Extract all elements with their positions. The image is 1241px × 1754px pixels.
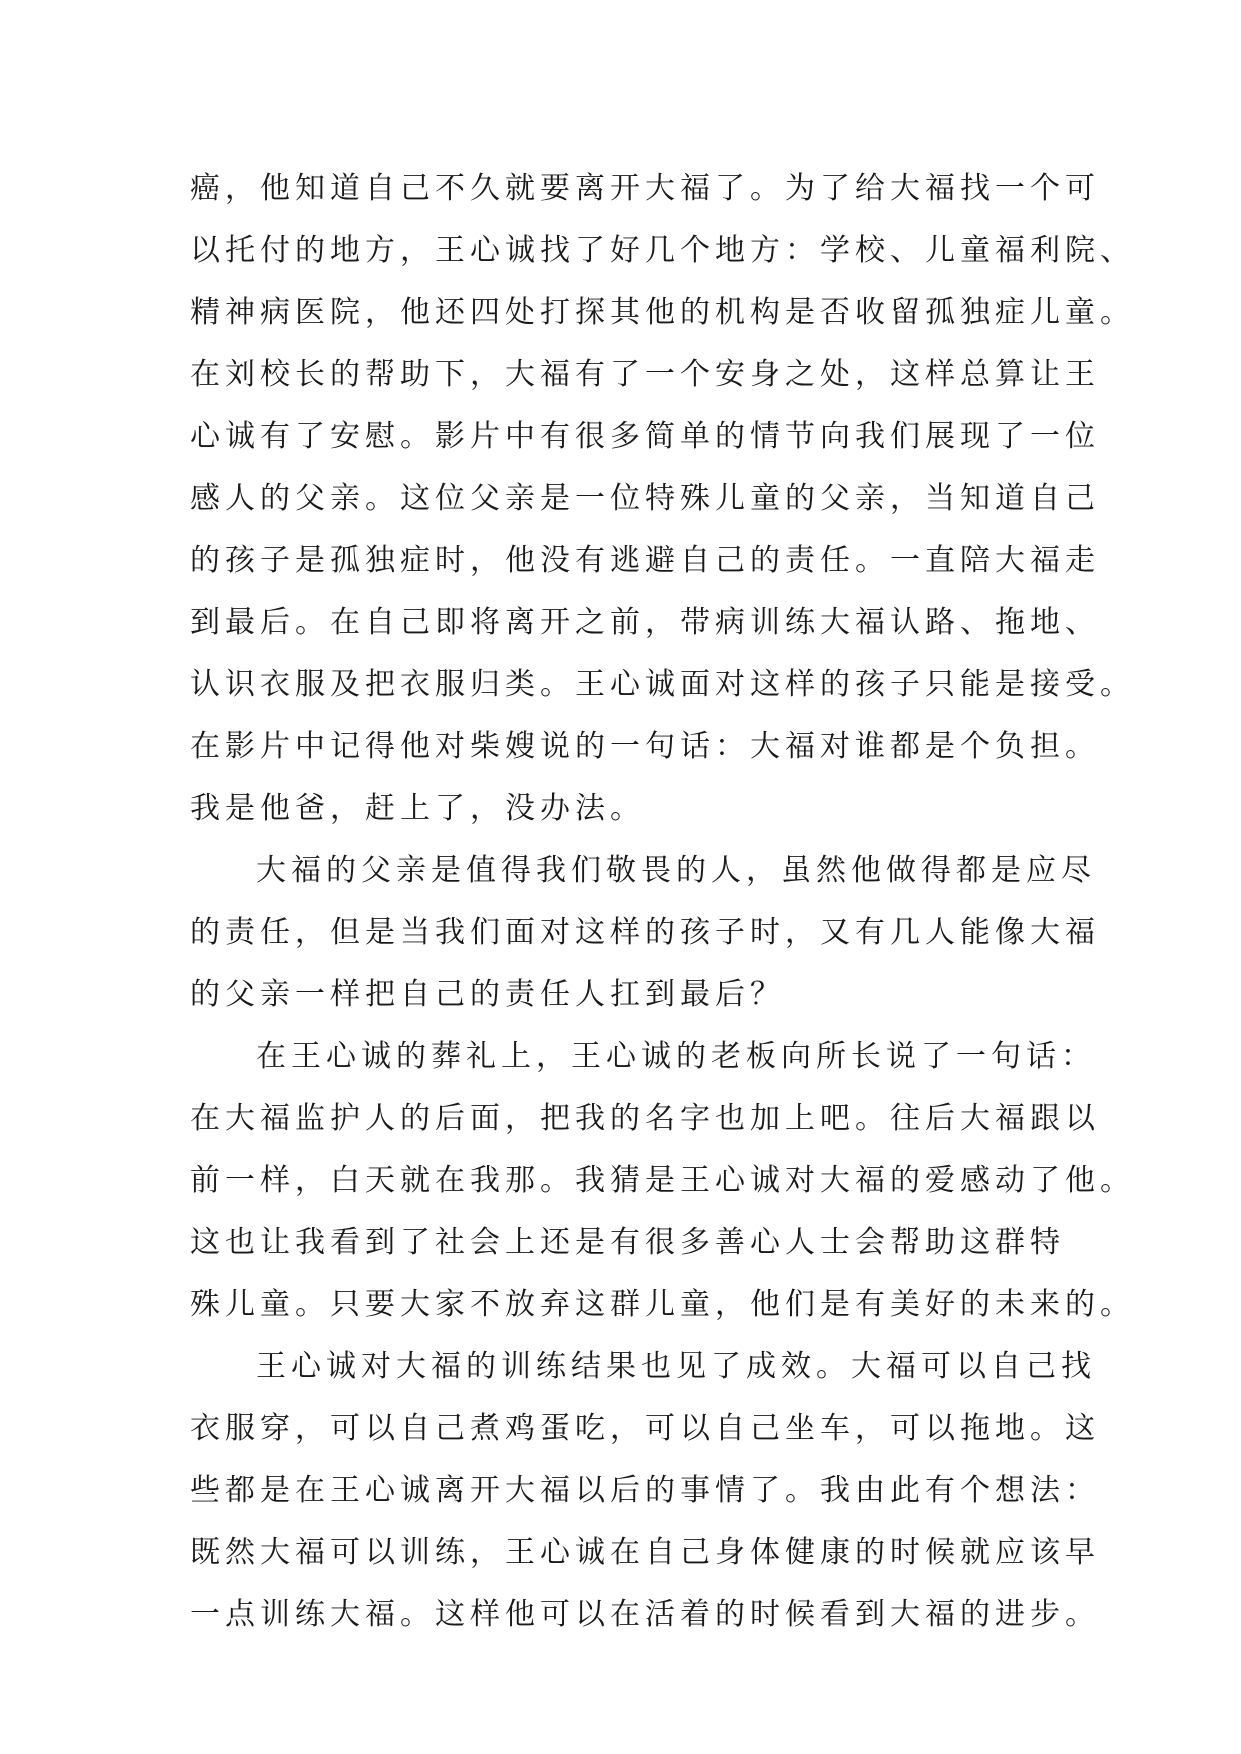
text-line: 的责任，但是当我们面对这样的孩子时，又有几人能像大福 [190, 915, 1100, 950]
text-line: 在王心诚的葬礼上，王心诚的老板向所长说了一句话： [256, 1039, 1096, 1074]
text-line: 在影片中记得他对柴嫂说的一句话：大福对谁都是个负担。 [190, 729, 1100, 764]
text-line: 心诚有了安慰。影片中有很多简单的情节向我们展现了一位 [190, 419, 1100, 454]
text-line: 认识衣服及把衣服归类。王心诚面对这样的孩子只能是接受。 [190, 667, 1135, 702]
text-line: 感人的父亲。这位父亲是一位特殊儿童的父亲，当知道自己 [190, 481, 1100, 516]
text-line: 大福的父亲是值得我们敬畏的人，虽然他做得都是应尽 [256, 853, 1096, 888]
text-line: 殊儿童。只要大家不放弃这群儿童，他们是有美好的未来的。 [190, 1287, 1135, 1322]
text-line: 王心诚对大福的训练结果也见了成效。大福可以自己找 [256, 1349, 1096, 1384]
text-line: 到最后。在自己即将离开之前，带病训练大福认路、拖地、 [190, 605, 1100, 640]
text-line: 这也让我看到了社会上还是有很多善心人士会帮助这群特 [190, 1225, 1065, 1260]
text-line: 精神病医院，他还四处打探其他的机构是否收留孤独症儿童。 [190, 295, 1135, 330]
text-line: 以托付的地方，王心诚找了好几个地方：学校、儿童福利院、 [190, 233, 1135, 268]
text-line: 一点训练大福。这样他可以在活着的时候看到大福的进步。 [190, 1597, 1100, 1632]
text-line: 在大福监护人的后面，把我的名字也加上吧。往后大福跟以 [190, 1101, 1100, 1136]
text-line: 癌，他知道自己不久就要离开大福了。为了给大福找一个可 [190, 171, 1100, 206]
text-line: 的父亲一样把自己的责任人扛到最后？ [190, 977, 785, 1012]
text-line: 在刘校长的帮助下，大福有了一个安身之处，这样总算让王 [190, 357, 1100, 392]
text-line: 衣服穿，可以自己煮鸡蛋吃，可以自己坐车，可以拖地。这 [190, 1411, 1100, 1446]
text-line: 的孩子是孤独症时，他没有逃避自己的责任。一直陪大福走 [190, 543, 1100, 578]
text-line: 前一样，白天就在我那。我猜是王心诚对大福的爱感动了他。 [190, 1163, 1135, 1198]
body-text [190, 158, 1135, 1646]
text-line: 些都是在王心诚离开大福以后的事情了。我由此有个想法： [190, 1473, 1100, 1508]
text-line: 既然大福可以训练，王心诚在自己身体健康的时候就应该早 [190, 1535, 1100, 1570]
text-line: 我是他爸，赶上了，没办法。 [190, 791, 645, 826]
